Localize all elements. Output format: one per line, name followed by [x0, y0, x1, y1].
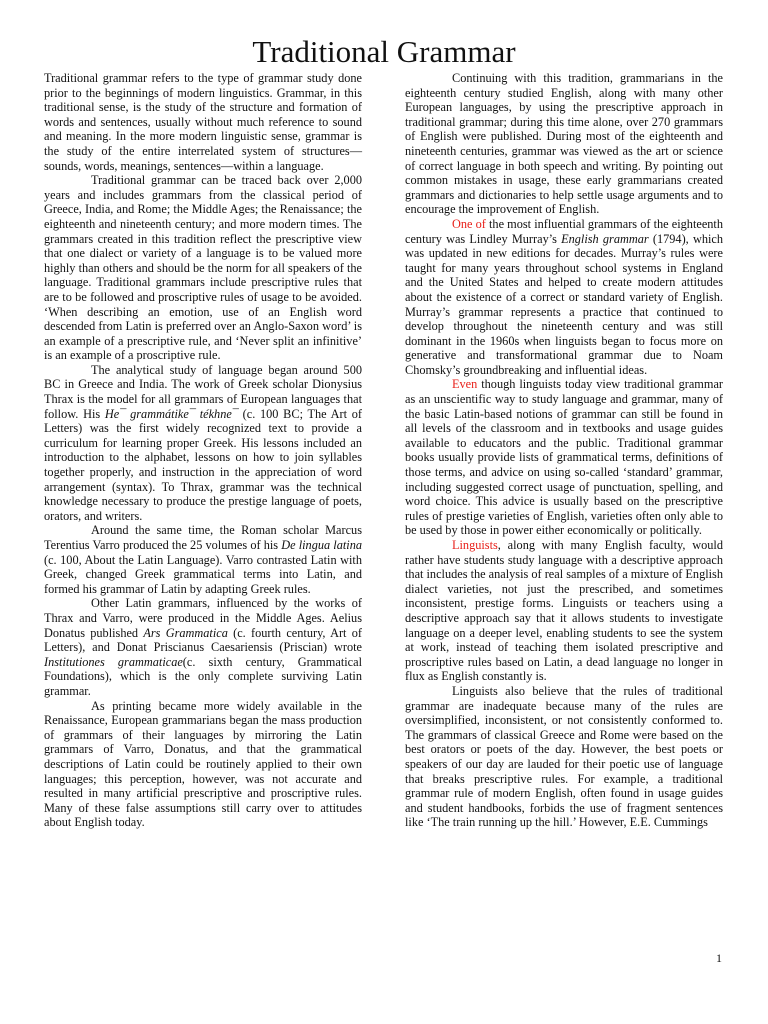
text-segment: the most influential grammars of the eighteenth century was Lindley Murray’s [405, 216, 723, 246]
text-segment: (1794), which was updated in new editions for decades. Murray’s rules were taught for many years throughout school systems in England and the United States and helped to create modern attitudes about the existence of a correct or standard variety of English. Murray’s grammar represents a practice that continued to develop throughout the nineteenth century and was still dominant in the 1960s when linguists began to focus more on generative and transformational grammar due to Noam Chomsky’s groundbreaking and influential ideas. [405, 231, 723, 377]
text-segment: As printing became more widely available in the Renaissance, European grammarians began the mass production of grammars of their languages by mirroring the Latin grammars of Varro, Donatus, and that the grammatical descriptions of Latin could be routinely applied to their own languages; this perception, however, was not accurate and resulted in many artificial prescriptive and proscriptive rules. Many of these false assumptions still carry over to attitudes about English today. [44, 698, 362, 830]
text-segment: (c. sixth century, Grammatical Foundations), which is the only complete surviving Latin grammar. [44, 654, 362, 698]
text-segment: (c. 100 BC; The Art of Letters) was the first widely recognized text to provide a curriculum for learning proper Greek. His lessons included an introduction to the alphabet, lessons on how to join syllables together properly, and instruction in the appreciation of word arrangement (syntax). To Thrax, grammar was the technical knowledge necessary to produce the prestige language of poets, orators, and writers. [44, 406, 362, 523]
italic-title: Ars Grammatica [143, 625, 228, 640]
left-column [44, 71, 362, 830]
text-segment: Linguists also believe that the rules of traditional grammar are inadequate because many of the rules are oversimplified, inconsistent, or not consistently conformed to. The grammars of classical Greece and Rome were based on the best orators or poets of the day. However, the best poets or speakers of our day are lauded for their poetic use of language that breaks prescriptive rules. For example, a traditional grammar rule of modern English, often found in usage guides and student handbooks, forbids the use of fragment sentences like ‘The train running up the hill.’ However, E.E. Cummings [405, 683, 723, 830]
page-title: Traditional Grammar [252, 34, 516, 69]
text-segment: , along with many English faculty, would rather have students study language with a descriptive approach that includes the analysis of real samples of a mixture of English dialect varieties, not just the prescribed, and sometimes inconsistent, prestige forms. Linguists or teachers using a descriptive approach say that it allows students to investigate language on a deeper level, enabling students to see the system at work, instead of teaching them isolated prescriptive and proscriptive rules based on Latin, a dead language no longer in flux as English constantly is. [405, 538, 723, 684]
paragraph [405, 684, 723, 830]
paragraph [44, 363, 362, 524]
italic-title: English grammar [561, 231, 649, 246]
paragraph [44, 596, 362, 698]
paragraph [405, 217, 723, 378]
paragraph [405, 71, 723, 217]
text-segment: (c. fourth century, Art of Letters), and Donat Priscianus Caesariensis (Priscian) wrote [44, 625, 362, 655]
highlighted-text: One of [452, 216, 486, 231]
paragraph [44, 699, 362, 830]
text-segment: Around the same time, the Roman scholar Marcus Terentius Varro produced the 25 volumes of his [44, 523, 362, 552]
paragraph [44, 523, 362, 596]
text-segment: though linguists today view traditional grammar as an unscientific way to study language and grammar, many of the basic Latin-based notions of grammar can still be found in all levels of the classroom and in textbooks and usage guides available to educators and the public. Traditional grammar books usually provide lists of grammatical terms, definitions of those terms, and advice on using so-called ‘standard’ grammar, including suggested correct usage of punctuation, spelling, and word choice. This advice is usually based on the prescriptive rules of prestige varieties of English, varieties often only able to be used by those in power either economically or politically. [405, 377, 723, 538]
right-column [405, 71, 723, 830]
paragraph [405, 377, 723, 538]
text-segment: Other Latin grammars, influenced by the works of Thrax and Varro, were produced in the Middle Ages. Aelius Donatus published [44, 596, 362, 640]
paragraph [44, 173, 362, 363]
text-segment: Traditional grammar can be traced back over 2,000 years and includes grammars from the classical period of Greece, India, and Rome; the Middle Ages; the Renaissance; the eighteenth and nineteenth century; and more modern times. The grammars created in this tradition reflect the prescriptive view that one dialect or variety of a language is to be valued more highly than others and should be the norm for all speakers of the language. Traditional grammars include prescriptive rules that are to be followed and proscriptive rules of usage to be avoided. ‘When describing an emotion, use of an English word descended from Latin is preferred over an Anglo-Saxon word’ is an example of a prescriptive rule, and ‘Never split an infinitive’ is an example of a proscriptive rule. [44, 173, 362, 363]
text-segment: Continuing with this tradition, grammarians in the eighteenth century studied English, along with many other European languages, by using the prescriptive approach in traditional grammar; during this time alone, over 270 grammars of English were published. During most of the eighteenth and nineteenth centuries, grammar was viewed as the art or science of correct language in both speech and writing. By pointing out common mistakes in usage, these early grammarians created grammars and dictionaries to help settle usage arguments and to encourage the improvement of English. [405, 71, 723, 217]
italic-title: He¯ grammátike¯ tékhne¯ [104, 406, 238, 421]
text-segment: The analytical study of language began around 500 BC in Greece and India. The work of Greek scholar Dionysius Thrax is the model for all grammars of European languages that follow. His [44, 362, 362, 421]
highlighted-text: Linguists [452, 538, 498, 552]
text-segment: (c. 100, About the Latin Language). Varro contrasted Latin with Greek, changed Greek grammatical terms into Latin, and formed his grammar of Latin by adapting Greek rules. [44, 552, 362, 596]
paragraph [44, 71, 362, 173]
highlighted-text: Even [452, 377, 478, 392]
paragraph [405, 538, 723, 684]
page-number: 1 [716, 951, 722, 965]
italic-title: De lingua latina [281, 538, 362, 552]
italic-title: Institutiones grammaticae [44, 654, 183, 669]
text-segment: Traditional grammar refers to the type of grammar study done prior to the beginnings of modern linguistics. Grammar, in this traditional sense, is the study of the structure and formation of words and sentences, usually without much reference to sound and meaning. In the more modern linguistic sense, grammar is the study of the entire interrelated system of structures— sounds, words, meanings, sentences—within a language. [44, 71, 362, 173]
